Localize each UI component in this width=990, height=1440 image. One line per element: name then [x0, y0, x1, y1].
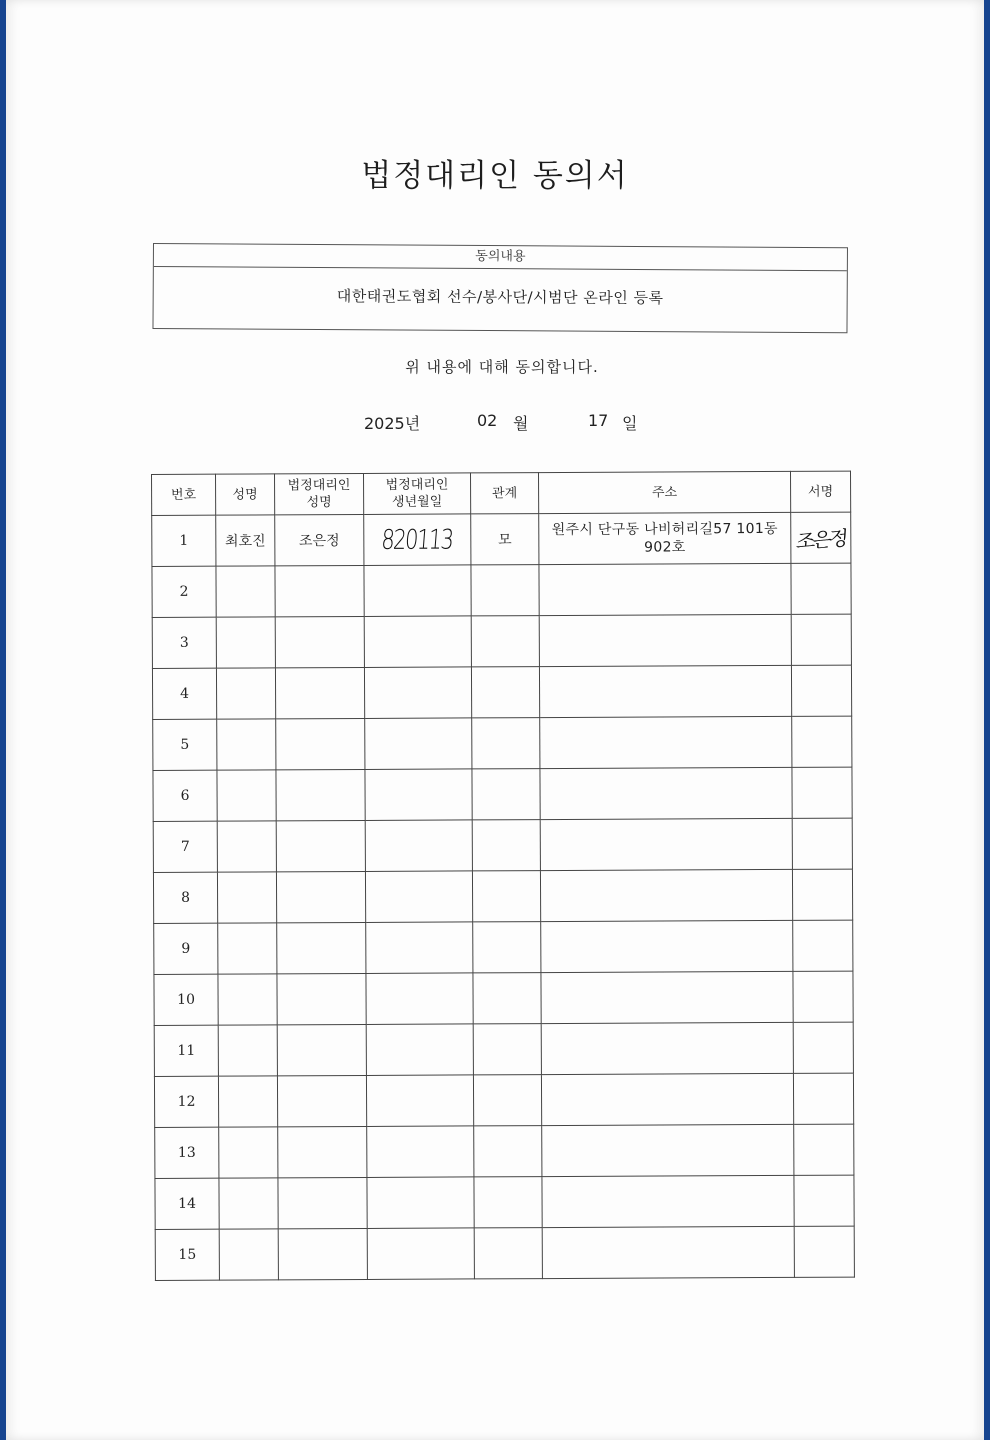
table-row — [154, 1022, 853, 1076]
cell-no: 3 — [152, 617, 216, 668]
cell-signature — [791, 512, 851, 563]
cell-guardian-name: 조은정 — [275, 514, 364, 565]
table-row — [153, 767, 852, 821]
cell-name — [218, 974, 277, 1025]
cell-signature — [793, 971, 853, 1022]
table-row — [153, 716, 852, 770]
cell-name — [217, 821, 276, 872]
cell-name — [216, 617, 275, 668]
cell-relation — [472, 769, 540, 820]
cell-name — [218, 923, 277, 974]
header-no: 번호 — [152, 474, 216, 515]
header-guardian-name — [275, 473, 364, 514]
cell-signature — [791, 614, 851, 665]
cell-guardian-birth — [366, 1024, 473, 1076]
consent-content: 대한태권도협회 선수/봉사단/시범단 온라인 등록 — [336, 287, 664, 308]
cell-guardian-birth — [366, 922, 473, 974]
cell-no: 7 — [153, 821, 217, 872]
table-row — [152, 665, 851, 719]
cell-address — [542, 1124, 794, 1176]
cell-address — [540, 818, 792, 870]
cell-signature — [792, 818, 852, 869]
cell-relation: 모 — [471, 514, 539, 565]
date-month-label: 월 — [513, 414, 529, 433]
date-day: 17 — [588, 411, 609, 430]
agreement-statement: 위 내용에 대해 동의합니다. — [405, 358, 599, 376]
cell-address — [539, 563, 791, 615]
consent-header: 동의내용 — [154, 244, 847, 271]
cell-guardian-name — [278, 1228, 367, 1279]
table-row — [152, 563, 851, 617]
cell-guardian-name — [276, 820, 365, 871]
cell-no: 2 — [152, 566, 216, 617]
registration-table — [151, 471, 855, 1281]
cell-no: 12 — [154, 1076, 218, 1127]
cell-address — [541, 971, 793, 1023]
cell-no: 14 — [155, 1178, 219, 1229]
header-signature: 서명 — [790, 471, 850, 512]
cell-address — [541, 1073, 793, 1125]
cell-signature — [794, 1175, 854, 1226]
table-row — [154, 920, 853, 974]
cell-no: 15 — [155, 1229, 219, 1280]
cell-no: 6 — [153, 770, 217, 821]
cell-signature — [793, 1073, 853, 1124]
cell-guardian-name — [277, 973, 366, 1024]
cell-signature — [792, 716, 852, 767]
cell-name: 최호진 — [216, 515, 275, 566]
header-guardian-name-line2: 성명 — [306, 495, 332, 511]
header-guardian-birth-line1: 법정대리인 — [385, 477, 449, 493]
date-month: 02 — [477, 411, 498, 430]
table-row — [155, 1124, 854, 1178]
cell-signature — [794, 1226, 854, 1277]
header-name: 성명 — [216, 474, 275, 515]
cell-relation — [472, 718, 540, 769]
cell-address — [540, 767, 792, 819]
consent-date — [0, 411, 990, 435]
cell-guardian-name — [276, 718, 365, 769]
cell-guardian-birth — [364, 514, 471, 566]
header-guardian-birth — [363, 473, 470, 515]
registration-table-wrapper — [151, 471, 855, 1281]
cell-signature — [794, 1124, 854, 1175]
cell-relation — [471, 616, 539, 667]
table-row — [153, 869, 852, 923]
cell-guardian-birth — [365, 871, 472, 923]
table-header-row — [152, 471, 851, 515]
cell-guardian-name — [277, 1024, 366, 1075]
cell-relation — [473, 1024, 541, 1075]
cell-relation — [473, 922, 541, 973]
cell-name — [219, 1229, 278, 1280]
cell-name — [217, 872, 276, 923]
table-row — [152, 614, 851, 668]
cell-guardian-name — [277, 1075, 366, 1126]
cell-no: 8 — [153, 872, 217, 923]
cell-guardian-birth — [364, 667, 471, 719]
cell-guardian-birth — [367, 1228, 474, 1280]
cell-guardian-name — [276, 769, 365, 820]
cell-relation — [474, 1228, 542, 1279]
cell-address — [542, 1175, 794, 1227]
date-year: 2025년 — [364, 414, 421, 433]
cell-address — [542, 1226, 794, 1278]
cell-relation — [473, 973, 541, 1024]
cell-guardian-birth — [366, 973, 473, 1025]
cell-guardian-birth — [367, 1126, 474, 1178]
table-row — [154, 1073, 853, 1127]
consent-box — [152, 243, 848, 333]
cell-name — [218, 1025, 277, 1076]
cell-guardian-birth — [365, 820, 472, 872]
cell-signature — [792, 869, 852, 920]
cell-address: 원주시 단구동 나비허리길57 101동902호 — [539, 512, 791, 564]
cell-signature — [791, 563, 851, 614]
cell-guardian-birth — [366, 1075, 473, 1127]
cell-relation — [472, 871, 540, 922]
header-guardian-name-line1: 법정대리인 — [287, 478, 351, 494]
header-guardian-birth-line2: 생년월일 — [391, 494, 443, 510]
cell-guardian-name — [278, 1126, 367, 1177]
cell-relation — [473, 1075, 541, 1126]
cell-no: 4 — [152, 668, 216, 719]
cell-guardian-birth-handwritten: 820113 — [380, 524, 455, 556]
cell-guardian-birth — [367, 1177, 474, 1229]
cell-relation — [474, 1126, 542, 1177]
cell-address — [540, 869, 792, 921]
document-title: 법정대리인 동의서 — [361, 158, 629, 194]
cell-guardian-birth — [365, 718, 472, 770]
cell-address — [539, 665, 791, 717]
table-row — [155, 1175, 854, 1229]
cell-address — [541, 920, 793, 972]
cell-name — [216, 668, 275, 719]
cell-no: 11 — [154, 1025, 218, 1076]
cell-guardian-birth — [364, 565, 471, 617]
cell-relation — [471, 565, 539, 616]
cell-relation — [472, 820, 540, 871]
cell-address — [539, 614, 791, 666]
cell-guardian-name — [278, 1177, 367, 1228]
table-row — [152, 512, 851, 566]
cell-no: 10 — [154, 974, 218, 1025]
table-body — [152, 512, 855, 1280]
cell-address — [541, 1022, 793, 1074]
cell-name — [217, 770, 276, 821]
cell-signature — [791, 665, 851, 716]
cell-name — [219, 1127, 278, 1178]
cell-guardian-name — [275, 667, 364, 718]
cell-guardian-name — [277, 922, 366, 973]
cell-relation — [471, 667, 539, 718]
cell-name — [216, 566, 275, 617]
cell-name — [219, 1178, 278, 1229]
date-day-label: 일 — [622, 414, 638, 433]
cell-signature — [792, 767, 852, 818]
cell-name — [217, 719, 276, 770]
table-row — [154, 971, 853, 1025]
cell-no: 1 — [152, 515, 216, 566]
cell-no: 9 — [154, 923, 218, 974]
cell-no: 13 — [155, 1127, 219, 1178]
cell-signature-handwritten: 조은정 — [795, 525, 847, 554]
cell-relation — [474, 1177, 542, 1228]
cell-no: 5 — [153, 719, 217, 770]
cell-guardian-birth — [364, 616, 471, 668]
cell-signature — [793, 920, 853, 971]
table-row — [155, 1226, 854, 1280]
cell-address — [540, 716, 792, 768]
header-relation: 관계 — [470, 473, 538, 514]
cell-guardian-birth — [365, 769, 472, 821]
cell-signature — [793, 1022, 853, 1073]
cell-name — [218, 1076, 277, 1127]
cell-guardian-name — [275, 616, 364, 667]
table-row — [153, 818, 852, 872]
cell-guardian-name — [275, 565, 364, 616]
header-address: 주소 — [538, 471, 790, 513]
cell-guardian-name — [276, 871, 365, 922]
